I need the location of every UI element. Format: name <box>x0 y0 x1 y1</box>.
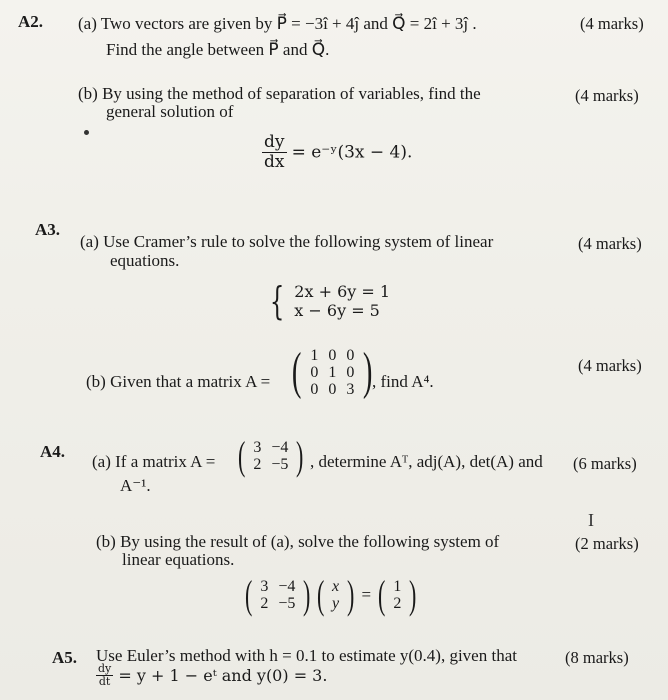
a2-differential-equation <box>262 133 412 172</box>
a4-linear-system: ( 3 −4 2 −5 ) ( x y ) = ( 1 2 ) <box>244 572 417 617</box>
a5-frac-denominator: dt <box>98 675 111 688</box>
a4-system-matrix: 3 −4 2 −5 <box>260 578 296 612</box>
a3-part-a-line1: (a) Use Cramer’s rule to solve the following system of linear <box>80 232 494 251</box>
a2-eq-rhs: = e⁻ʸ(3x − 4). <box>291 142 413 163</box>
a5-line1: Use Euler’s method with h = 0.1 to estimate y(0.4), given that <box>96 646 517 665</box>
a5-equation <box>96 663 327 688</box>
text-cursor-icon: I <box>588 510 594 530</box>
a4-system-rhs: 1 2 <box>393 578 402 612</box>
left-brace: { <box>269 279 285 323</box>
a3-equation-system <box>265 279 391 323</box>
question-number-a4: A4. <box>40 442 66 461</box>
a2-part-a-line1: (a) Two vectors are given by P⃗ = −3î + 4ĵ and Q⃗ = 2î + 3ĵ . <box>78 14 477 33</box>
a2-part-b-line2: general solution of <box>106 102 234 121</box>
a4-part-b-line2: linear equations. <box>122 550 235 569</box>
a5-line2: = y + 1 − eᵗ and y(0) = 3. <box>118 666 328 685</box>
a4-system-equals: = <box>361 585 372 604</box>
a3-part-b-after: , find A⁴. <box>372 372 434 391</box>
a4-part-a-after: , determine Aᵀ, adj(A), det(A) and <box>310 452 543 471</box>
a2-part-b-marks: (4 marks) <box>575 86 639 105</box>
a3-matrix: ( 1 0 0 0 1 0 0 0 3 ) <box>291 343 373 400</box>
a3-part-b-text: (b) Given that a matrix A = <box>86 372 271 391</box>
bullet-dot <box>84 130 89 135</box>
a3-part-a-marks: (4 marks) <box>578 234 642 253</box>
a3-part-a-line2: equations. <box>110 251 180 270</box>
a4-matrix: ( 3 −4 2 −5 ) <box>237 433 304 478</box>
question-number-a5: A5. <box>52 648 78 667</box>
a3-equation-2: x − 6y = 5 <box>294 301 380 320</box>
a4-part-a-text: (a) If a matrix A = <box>92 452 216 471</box>
a3-matrix-body: 1 0 0 0 1 0 0 0 3 <box>310 346 355 398</box>
a5-frac-numerator: dy <box>98 662 112 675</box>
a5-marks: (8 marks) <box>565 648 629 667</box>
question-number-a3: A3. <box>35 220 61 239</box>
a3-equation-1: 2x + 6y = 1 <box>294 282 391 301</box>
question-number-a2: A2. <box>18 12 44 31</box>
a4-part-a-line2: A⁻¹. <box>120 476 151 495</box>
a2-eq-denominator: dx <box>264 152 285 172</box>
a3-part-b-marks: (4 marks) <box>578 356 642 375</box>
a4-part-b-line1: (b) By using the result of (a), solve the following system of <box>96 532 500 551</box>
a4-matrix-body: 3 −4 2 −5 <box>253 439 289 473</box>
a4-part-a-marks: (6 marks) <box>573 454 637 473</box>
a2-eq-numerator: dy <box>264 132 285 152</box>
a2-part-b-line1: (b) By using the method of separation of variables, find the <box>78 84 481 103</box>
a4-part-b-marks: (2 marks) <box>575 534 639 553</box>
a4-system-vars: x y <box>332 578 340 612</box>
a2-part-a-line2: Find the angle between P⃗ and Q⃗. <box>106 40 330 59</box>
a2-part-a-marks: (4 marks) <box>580 14 644 33</box>
